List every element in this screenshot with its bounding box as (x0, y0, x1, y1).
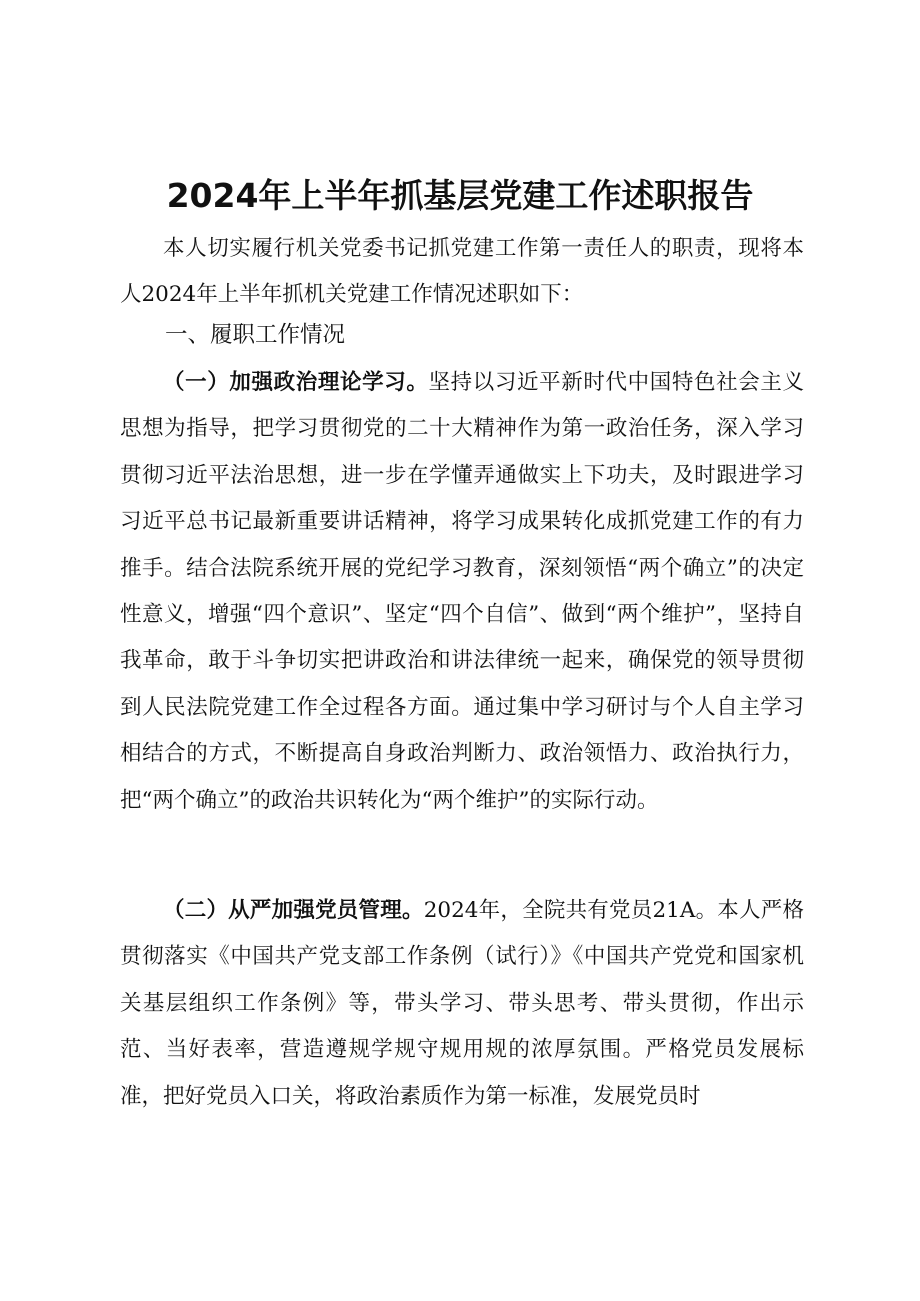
document-title: 2024年上半年抓基层党建工作述职报告 (166, 176, 754, 215)
paragraph-body-2: 2024年，全院共有党员21A。本人严格贯彻落实《中国共产党支部工作条例（试行）》《中国共产党党和国家机关基层组织工作条例》等，带头学习、带头思考、带头贯彻，作出示范、当好表率，营造遵规学规守规用规的浓厚氛围。严格党员发展标准，把好党员入口关，将政治素质作为第一标准，发展党员时 (120, 898, 804, 1109)
paragraph-lead-1: （一）加强政治理论学习。 (163, 370, 429, 395)
paragraph-member-management (120, 888, 804, 1120)
section-heading-1: 一、履职工作情况 (165, 322, 346, 348)
intro-paragraph: 本人切实履行机关党委书记抓党建工作第一责任人的职责，现将本人2024年上半年抓机关党建工作情况述职如下： (120, 236, 804, 308)
paragraph-body-1: 坚持以习近平新时代中国特色社会主义思想为指导，把学习贯彻党的二十大精神作为第一政治任务，深入学习贯彻习近平法治思想，进一步在学懂弄通做实上下功夫，及时跟进学习习近平总书记最新重要讲话精神，将学习成果转化成抓党建工作的有力推手。结合法院系统开展的党纪学习教育，深刻领悟“两个确立”的决定性意义，增强“四个意识”、坚定“四个自信”、做到“两个维护”，坚持自我革命，敢于斗争切实把讲政治和讲法律统一起来，确保党的领导贯彻到人民法院党建工作全过程各方面。通过集中学习研讨与个人自主学习相结合的方式，不断提高自身政治判断力、政治领悟力、政治执行力，把“两个确立”的政治共识转化为“两个维护”的实际行动。 (120, 370, 804, 813)
paragraph-lead-2: （二）从严加强党员管理。 (163, 898, 424, 923)
paragraph-political-study (120, 360, 804, 824)
